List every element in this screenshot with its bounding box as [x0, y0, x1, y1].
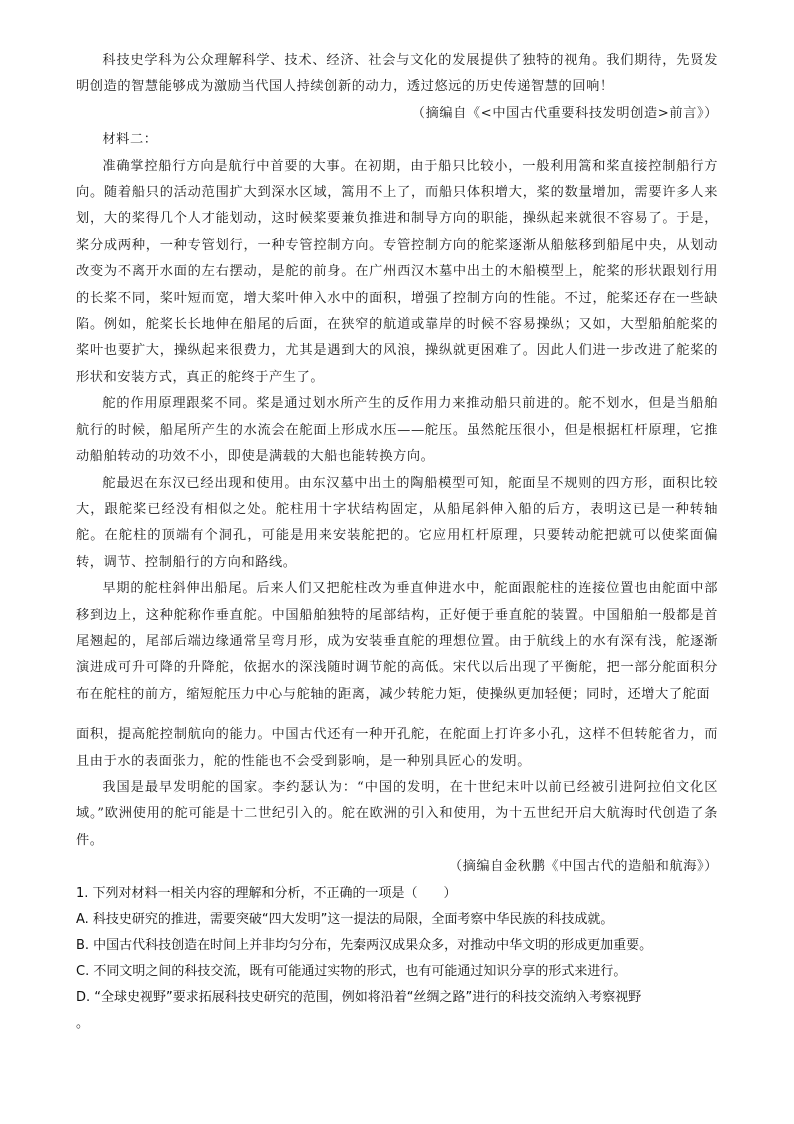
page-gap — [76, 708, 718, 722]
option-a: A. 科技史研究的推进，需要突破“四大发明”这一提法的局限，全面考察中华民族的科技成就。 — [76, 911, 614, 927]
question-stem: 1. 下列对材料一相关内容的理解和分析，不正确的一项是（ ） — [76, 885, 457, 901]
material-2-paragraph: 面积，提高舵控制航向的能力。中国古代还有一种开孔舵，在舵面上打许多小孔，这样不但转舵省力，而且由于水的表面张力，舵的性能也不会受到影响，是一种别具匠心的发明。 — [76, 727, 718, 769]
option-c: C. 不同文明之间的科技交流，既有可能通过实物的形式，也有可能通过知识分享的形式来进行。 — [76, 963, 627, 979]
source-citation-2: （摘编自金秋鹏《中国古代的造船和航海》） — [448, 859, 718, 875]
source-citation-1: （摘编自《<中国古代重要科技发明创造>前言》） — [411, 105, 718, 121]
material-2-paragraph: 我国是最早发明舵的国家。李约瑟认为：“中国的发明，在十世纪末叶以前已经被引进阿拉伯文化区域。”欧洲使用的舵可能是十二世纪引入的。舵在欧洲的引入和使用，为十五世纪开启大航海时代创造了条件。 — [76, 779, 718, 848]
option-d: D. “全球史视野”要求拓展科技史研究的范围，例如将沿着“丝绸之路”进行的科技交流纳入考察视野 — [76, 989, 642, 1005]
material-2-paragraph: 准确掌控船行方向是航行中首要的大事。在初期，由于船只比较小，一般利用篙和桨直接控制船行方向。随着船只的活动范围扩大到深水区域，篙用不上了，而船只体积增大，桨的数量增加，需要许多人来划，大的桨得几个人才能划动，这时候桨要兼负推进和制导方向的职能，操纵起来就很不容易了。于是，桨分成两种，一种专管划行，一种专管控制方向。专管控制方向的舵桨逐渐从船舷移到船尾中央，从划动改变为不离开水面的左右摆动，是舵的前身。在广州西汉木墓中出土的木船模型上，舵桨的形状跟划行用的长桨不同，桨叶短而宽，增大桨叶伸入水中的面积，增强了控制方向的性能。不过，舵桨还存在一些缺陷。例如，舵桨长长地伸在船尾的后面，在狭窄的航道或靠岸的时候不容易操纵；又如，大型船舶舵桨的桨叶也要扩大，操纵起来很费力，尤其是遇到大的风浪，操纵就更困难了。因此人们进一步改进了舵桨的形状和安装方式，真正的舵终于产生了。 — [76, 158, 718, 385]
material-2-heading: 材料二： — [102, 132, 158, 148]
material-2-paragraph: 舵最迟在东汉已经出现和使用。由东汉墓中出土的陶船模型可知，舵面呈不规则的四方形，面积比较大，跟舵桨已经没有相似之处。舵柱用十字状结构固定，从船尾斜伸入船的后方，表明这已是一种转轴舵。在舵柱的顶端有个洞孔，可能是用来安装舵把的。它应用杠杆原理，只要转动舵把就可以使桨面偏转，调节、控制船行的方向和路线。 — [76, 475, 718, 570]
material-2-paragraph: 舵的作用原理跟桨不同。桨是通过划水所产生的反作用力来推动船只前进的。舵不划水，但是当船舶航行的时候，船尾所产生的水流会在舵面上形成水压——舵压。虽然舵压很小，但是根据杠杆原理，它推动船舶转动的功效不小，即使是满载的大船也能转换方向。 — [76, 396, 718, 465]
intro-paragraph: 科技史学科为公众理解科学、技术、经济、社会与文化的发展提供了独特的视角。我们期待，先贤发明创造的智慧能够成为激励当代国人持续创新的动力，透过悠远的历史传递智慧的回响！ — [76, 53, 718, 95]
material-2-paragraph: 早期的舵柱斜伸出船尾。后来人们又把舵柱改为垂直伸进水中，舵面跟舵柱的连接位置也由舵面中部移到边上，这种舵称作垂直舵。中国船舶独特的尾部结构，正好便于垂直舵的装置。中国船舶一般都是首尾翘起的，尾部后端边缘通常呈弯月形，成为安装垂直舵的理想位置。由于航线上的水有深有浅，舵逐渐演进成可升可降的升降舵，依据水的深浅随时调节舵的高低。宋代以后出现了平衡舵，把一部分舵面积分布在舵柱的前方，缩短舵压力中心与舵轴的距离，减少转舵力矩，使操纵更加轻便；同时，还增大了舵面 — [76, 581, 718, 702]
option-b: B. 中国古代科技创造在时间上并非均匀分布，先秦两汉成果众多，对推动中华文明的形成更加重要。 — [76, 937, 653, 953]
option-d-continuation: 。 — [76, 1015, 90, 1031]
